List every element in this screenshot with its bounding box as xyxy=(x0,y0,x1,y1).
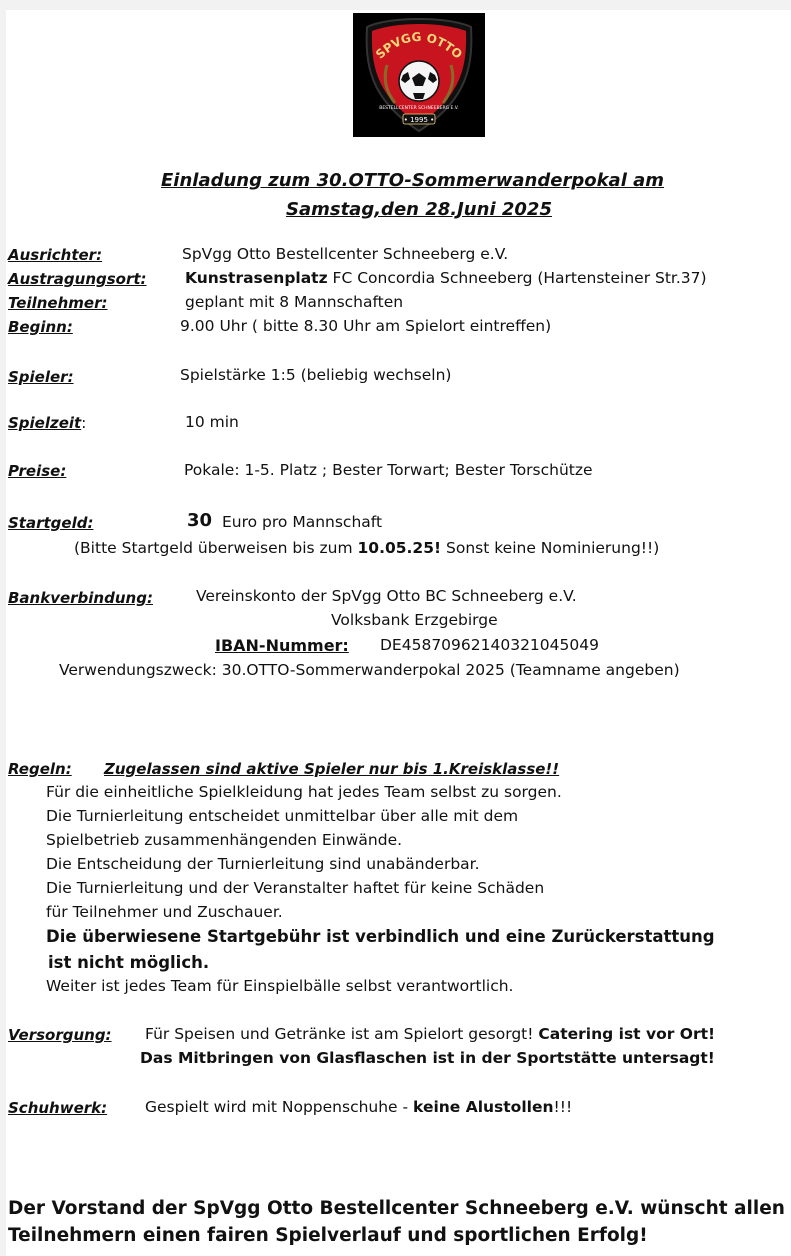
startgeld-amount: 30 xyxy=(187,510,213,531)
logo-arc-text: SPVGG OTTO xyxy=(373,29,465,62)
spielzeit-label-wrap xyxy=(8,414,86,432)
title-line-1: Einladung zum 30.OTTO-Sommerwanderpokal am xyxy=(161,170,665,191)
startgeld-note xyxy=(74,539,659,557)
teilnehmer-value: geplant mit 8 Mannschaften xyxy=(185,293,404,311)
bank-name: Volksbank Erzgebirge xyxy=(331,611,498,629)
schuhwerk-text-end: !!! xyxy=(553,1098,573,1116)
title-line-2: Samstag,den 28.Juni 2025 xyxy=(286,199,552,220)
austragungsort-value xyxy=(185,269,707,287)
preise-label: Preise: xyxy=(8,462,67,480)
startgeld-unit: Euro pro Mannschaft xyxy=(222,513,383,531)
rule-line: Die Turnierleitung entscheidet unmittelbar über alle mit dem xyxy=(46,807,519,825)
schuhwerk-text xyxy=(145,1098,572,1116)
rule-bold-line: Die überwiesene Startgebühr ist verbindlich und eine Zurückerstattung xyxy=(46,927,715,946)
spielzeit-label: Spielzeit xyxy=(8,414,82,432)
schuhwerk-label: Schuhwerk: xyxy=(8,1099,108,1117)
rule-bold-line: ist nicht möglich. xyxy=(48,953,210,972)
ausrichter-value: SpVgg Otto Bestellcenter Schneeberg e.V. xyxy=(182,245,509,263)
footer-line-2: Teilnehmern einen fairen Spielverlauf und sportlichen Erfolg! xyxy=(8,1225,648,1246)
preise-value: Pokale: 1-5. Platz ; Bester Torwart; Bester Torschütze xyxy=(184,461,593,479)
beginn-label: Beginn: xyxy=(8,318,73,336)
startgeld-note-date: 10.05.25! xyxy=(357,539,442,557)
spielzeit-colon: : xyxy=(81,414,87,432)
club-crest-icon xyxy=(353,13,485,137)
bank-konto: Vereinskonto der SpVgg Otto BC Schneeberg e.V. xyxy=(196,587,577,605)
logo-year: • 1995 • xyxy=(403,116,435,124)
schuhwerk-text-bold: keine Alustollen xyxy=(413,1098,554,1116)
versorgung-text-bold: Catering ist vor Ort! xyxy=(538,1025,716,1043)
versorgung-text-plain: Für Speisen und Getränke ist am Spielort gesorgt! xyxy=(145,1025,539,1043)
iban-label: IBAN-Nummer: xyxy=(215,636,349,655)
verwendungszweck: Verwendungszweck: 30.OTTO-Sommerwanderpokal 2025 (Teamname angeben) xyxy=(59,661,680,679)
document-page xyxy=(6,10,791,1256)
iban-value: DE45870962140321045049 xyxy=(380,636,599,654)
austragungsort-rest: FC Concordia Schneeberg (Hartensteiner Str.37) xyxy=(327,269,707,287)
schuhwerk-text-plain: Gespielt wird mit Noppenschuhe - xyxy=(145,1098,414,1116)
spieler-label: Spieler: xyxy=(8,368,74,386)
versorgung-label: Versorgung: xyxy=(8,1026,112,1044)
rule-line: Die Turnierleitung und der Veranstalter haftet für keine Schäden xyxy=(46,879,545,897)
rule-line: Die Entscheidung der Turnierleitung sind unabänderbar. xyxy=(46,855,480,873)
versorgung-line-2: Das Mitbringen von Glasflaschen ist in der Sportstätte untersagt! xyxy=(140,1049,715,1067)
rule-line: für Teilnehmer und Zuschauer. xyxy=(46,903,283,921)
bank-label: Bankverbindung: xyxy=(8,589,153,607)
rule-line-last: Weiter ist jedes Team für Einspielbälle selbst verantwortlich. xyxy=(46,977,514,995)
austragungsort-bold: Kunstrasenplatz xyxy=(185,269,328,287)
versorgung-text xyxy=(145,1025,715,1043)
ausrichter-label: Ausrichter: xyxy=(8,246,103,264)
club-logo xyxy=(353,13,485,137)
austragungsort-label: Austragungsort: xyxy=(8,270,147,288)
startgeld-note-post: Sonst keine Nominierung!!) xyxy=(441,539,660,557)
rule-line: Für die einheitliche Spielkleidung hat jedes Team selbst zu sorgen. xyxy=(46,783,562,801)
startgeld-note-pre: (Bitte Startgeld überweisen bis zum xyxy=(74,539,358,557)
spieler-value: Spielstärke 1:5 (beliebig wechseln) xyxy=(180,366,452,384)
beginn-value: 9.00 Uhr ( bitte 8.30 Uhr am Spielort eintreffen) xyxy=(180,317,552,335)
regeln-headline: Zugelassen sind aktive Spieler nur bis 1.Kreisklasse!! xyxy=(104,760,560,778)
spielzeit-value: 10 min xyxy=(185,413,239,431)
regeln-label: Regeln: xyxy=(8,760,72,778)
startgeld-label: Startgeld: xyxy=(8,514,94,532)
logo-sub-text: BESTELLCENTER SCHNEEBERG E.V. xyxy=(379,106,459,111)
teilnehmer-label: Teilnehmer: xyxy=(8,294,108,312)
footer-line-1: Der Vorstand der SpVgg Otto Bestellcenter Schneeberg e.V. wünscht allen xyxy=(8,1198,785,1219)
rule-line: Spielbetrieb zusammenhängenden Einwände. xyxy=(46,831,403,849)
